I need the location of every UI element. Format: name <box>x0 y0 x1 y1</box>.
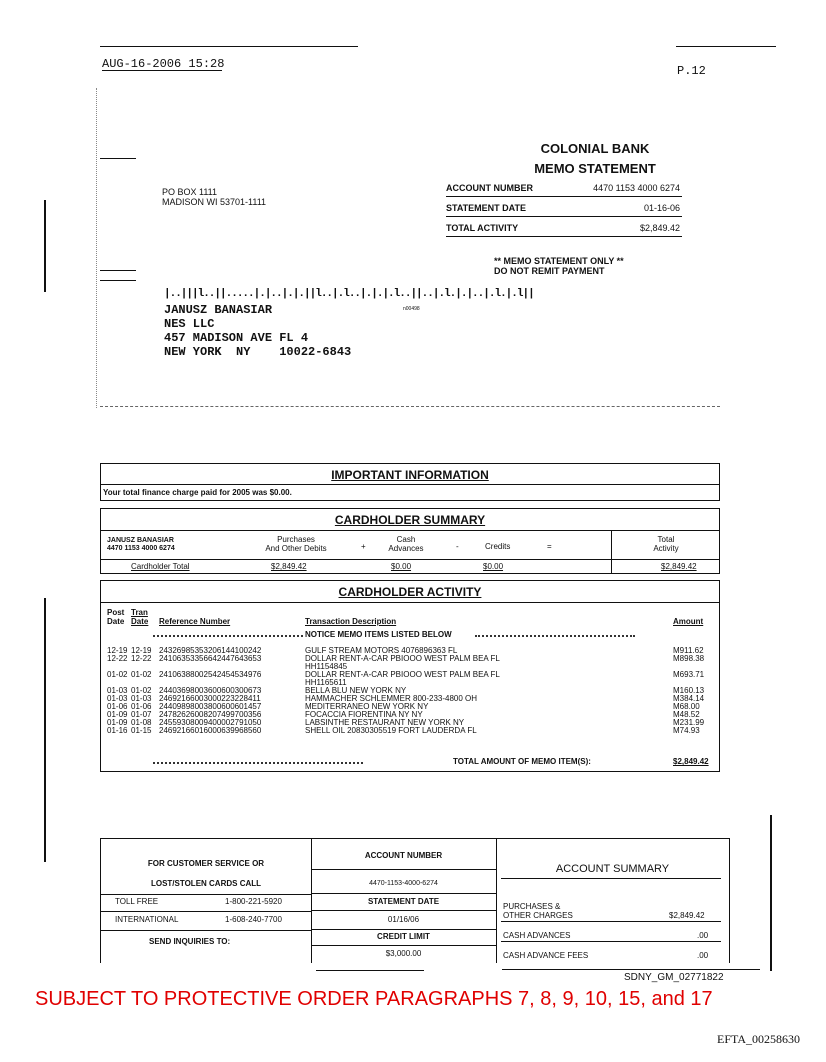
cell-amount: M68.00 <box>673 702 700 711</box>
cell-tran: 01-02 <box>131 670 152 679</box>
cell-ref: 24692166003000223228411 <box>159 694 261 703</box>
cash-advances-value: .00 <box>697 931 709 940</box>
notice-memo-line: NOTICE MEMO ITEMS LISTED BELOW <box>305 630 452 639</box>
purchases-line2: OTHER CHARGES <box>503 911 573 920</box>
important-information-title: IMPORTANT INFORMATION <box>331 468 489 482</box>
summary-cardholder-name: JANUSZ BANASIAR <box>107 537 174 544</box>
summary-credits-value: $0.00 <box>483 562 504 571</box>
cash-advance-fees-value: .00 <box>697 951 709 959</box>
equals-sign: = <box>547 542 552 551</box>
notice-dotted-left <box>153 635 303 637</box>
cardholder-summary-title: CARDHOLDER SUMMARY <box>334 513 486 527</box>
return-address-line2: MADISON WI 53701-1111 <box>162 197 267 207</box>
cash-advances-label: CASH ADVANCES <box>503 931 571 940</box>
cardholder-activity-title: CARDHOLDER ACTIVITY <box>338 585 482 599</box>
cell-post: 01-02 <box>107 670 128 679</box>
postal-barcode: |..|||l..||.....|.|..|.|.||l..|.l..|.|.|.l..||..|.l.|.|..|.l.|.l|| <box>164 288 534 300</box>
addressee-name: JANUSZ BANASIAR <box>164 303 273 317</box>
cell-amount: M48.52 <box>673 710 700 719</box>
tran-label: Tran <box>131 608 148 617</box>
international-label: INTERNATIONAL <box>115 915 179 924</box>
cell-post: 01-09 <box>107 718 128 727</box>
cell-desc: DOLLAR RENT-A-CAR PBIOOO WEST PALM BEA FL <box>305 670 500 679</box>
cell-desc: HAMMACHER SCHLEMMER 800-233-4800 OH <box>305 694 478 703</box>
return-address-line1: PO BOX 1111 <box>162 187 218 197</box>
total-activity-value: $2,849.42 <box>639 223 680 233</box>
cell-post: 01-09 <box>107 710 128 719</box>
summary-purchases-value: $2,849.42 <box>271 562 307 571</box>
cell-desc: GULF STREAM MOTORS 4076896363 FL <box>305 646 458 655</box>
service-title-line1: FOR CUSTOMER SERVICE OR <box>147 859 265 868</box>
cell-ref: 24106353356642447643653 <box>159 654 262 663</box>
finance-charge-text: Your total finance charge paid for 2005 was $0.00. <box>103 488 292 497</box>
important-information-box <box>100 463 720 501</box>
cell-ref: 24782626008207499700356 <box>159 710 262 719</box>
minus-sign: - <box>456 542 459 551</box>
cell-ref: 24559308009400002791050 <box>159 718 262 727</box>
col-header-amount: Amount <box>673 617 704 626</box>
cardholder-activity-box <box>100 580 720 772</box>
cell-amount: M693.71 <box>673 670 705 679</box>
send-inquiries-label: SEND INQUIRIES TO: <box>149 937 231 946</box>
document-id: SDNY_GM_02771822 <box>624 972 724 983</box>
toll-free-label: TOLL FREE <box>115 897 159 906</box>
cell-post: 01-06 <box>107 702 128 711</box>
total-label-line1: Total <box>657 535 675 544</box>
payment-coupon <box>100 838 730 963</box>
cell-desc: HH1154845 <box>305 662 348 671</box>
cell-tran: 01-02 <box>131 686 152 695</box>
cell-amount: M911.62 <box>673 646 704 655</box>
total-activity-label: TOTAL ACTIVITY <box>446 223 519 233</box>
statement-type: MEMO STATEMENT <box>534 161 656 176</box>
credit-limit-label: CREDIT LIMIT <box>377 932 430 941</box>
cell-ref: 24692166016000639968560 <box>159 726 262 735</box>
summary-total-label <box>616 535 716 553</box>
total-dotted-line <box>153 762 363 764</box>
account-number-value: 4470 1153 4000 6274 <box>593 183 680 193</box>
notice-dotted-right <box>475 635 635 637</box>
coupon-statement-date-value: 01/16/06 <box>387 915 420 924</box>
cell-tran: 01-03 <box>131 694 152 703</box>
summary-total-value: $2,849.42 <box>661 562 697 571</box>
post-date-label: Date <box>107 617 125 626</box>
cash-label-line2: Advances <box>388 544 424 553</box>
cell-post: 01-03 <box>107 694 128 703</box>
cell-tran: 01-08 <box>131 718 152 727</box>
summary-credits-label: Credits <box>485 542 511 551</box>
summary-cash-value: $0.00 <box>391 562 412 571</box>
tran-date-label: Date <box>131 617 149 626</box>
col-header-tran-date <box>131 608 148 626</box>
purchases-line1: PURCHASES & <box>503 902 561 911</box>
cell-post: 01-03 <box>107 686 128 695</box>
bank-name: COLONIAL BANK <box>540 141 650 156</box>
memo-notice-line1: ** MEMO STATEMENT ONLY ** <box>494 256 624 266</box>
purchases-charges-value: $2,849.42 <box>669 911 705 920</box>
addressee-city: NEW YORK NY 10022-6843 <box>164 345 352 359</box>
cell-desc: SHELL OIL 20830305519 FORT LAUDERDA FL <box>305 726 477 735</box>
fax-page-number: P.12 <box>677 64 706 78</box>
fax-date-time: AUG-16-2006 15:28 <box>102 57 225 71</box>
coupon-statement-date-label: STATEMENT DATE <box>367 897 440 906</box>
total-memo-value: $2,849.42 <box>673 757 709 766</box>
plus-sign: + <box>361 542 366 551</box>
cell-tran: 01-15 <box>131 726 152 735</box>
cell-tran: 12-19 <box>131 646 152 655</box>
cell-ref: 24403698003600600300673 <box>159 686 262 695</box>
cell-desc: MEDITERRANEO NEW YORK NY <box>305 702 429 711</box>
coupon-account-label: ACCOUNT NUMBER <box>364 851 443 860</box>
international-number: 1-608-240-7700 <box>225 915 282 924</box>
addressee-code: n00498 <box>403 306 420 312</box>
total-memo-label: TOTAL AMOUNT OF MEMO ITEM(S): <box>453 757 591 766</box>
cell-ref: 24409898003800600601457 <box>159 702 262 711</box>
purchases-charges-label <box>503 902 573 920</box>
statement-date-value: 01-16-06 <box>643 203 680 213</box>
memo-notice-line2: DO NOT REMIT PAYMENT <box>494 266 605 276</box>
cell-desc: BELLA BLU NEW YORK NY <box>305 686 407 695</box>
addressee-street: 457 MADISON AVE FL 4 <box>164 331 309 345</box>
summary-row-label: Cardholder Total <box>131 562 190 571</box>
summary-account-number: 4470 1153 4000 6274 <box>107 545 175 552</box>
cell-ref: 24106388002542454534976 <box>159 670 262 679</box>
credit-limit-value: $3,000.00 <box>385 949 422 957</box>
cell-post: 12-22 <box>107 654 128 663</box>
cell-desc: FOCACCIA FIORENTINA NY NY <box>305 710 423 719</box>
cardholder-summary-box <box>100 508 720 574</box>
col-header-reference: Reference Number <box>159 617 231 626</box>
summary-cash-label <box>371 535 441 553</box>
cash-label-line1: Cash <box>396 535 416 544</box>
cell-post: 01-16 <box>107 726 128 735</box>
cell-tran: 01-06 <box>131 702 152 711</box>
col-header-post-date <box>107 608 124 626</box>
cell-amount: M74.93 <box>673 726 700 735</box>
cell-ref: 24326985353206144100242 <box>159 646 262 655</box>
cell-desc: LABSINTHE RESTAURANT NEW YORK NY <box>305 718 465 727</box>
cell-desc: HH1165611 <box>305 678 347 687</box>
statement-date-label: STATEMENT DATE <box>446 203 526 213</box>
protective-order-notice: SUBJECT TO PROTECTIVE ORDER PARAGRAPHS 7, 8, 9, 10, 15, and 17 <box>35 988 713 1010</box>
cash-advance-fees-label: CASH ADVANCE FEES <box>503 951 589 959</box>
summary-purchases-label <box>241 535 351 553</box>
cell-amount: M898.38 <box>673 654 705 663</box>
purchases-label-line1: Purchases <box>277 535 315 544</box>
account-number-label: ACCOUNT NUMBER <box>446 183 533 193</box>
total-label-line2: Activity <box>653 544 679 553</box>
cell-desc: DOLLAR RENT-A-CAR PBIOOO WEST PALM BEA FL <box>305 654 500 663</box>
col-header-description: Transaction Description <box>305 617 397 626</box>
post-label: Post <box>107 608 125 617</box>
purchases-label-line2: And Other Debits <box>265 544 327 553</box>
cell-tran: 01-07 <box>131 710 152 719</box>
coupon-account-value: 4470-1153-4000-6274 <box>369 880 438 887</box>
cell-amount: M160.13 <box>673 686 705 695</box>
cell-post: 12-19 <box>107 646 128 655</box>
bates-number: EFTA_00258630 <box>717 1032 801 1046</box>
cell-amount: M384.14 <box>673 694 705 703</box>
service-title-line2: LOST/STOLEN CARDS CALL <box>150 879 262 888</box>
cell-amount: M231.99 <box>673 718 705 727</box>
cell-tran: 12-22 <box>131 654 152 663</box>
addressee-company: NES LLC <box>164 317 215 331</box>
toll-free-number: 1-800-221-5920 <box>225 897 282 906</box>
account-summary-title: ACCOUNT SUMMARY <box>555 863 670 875</box>
